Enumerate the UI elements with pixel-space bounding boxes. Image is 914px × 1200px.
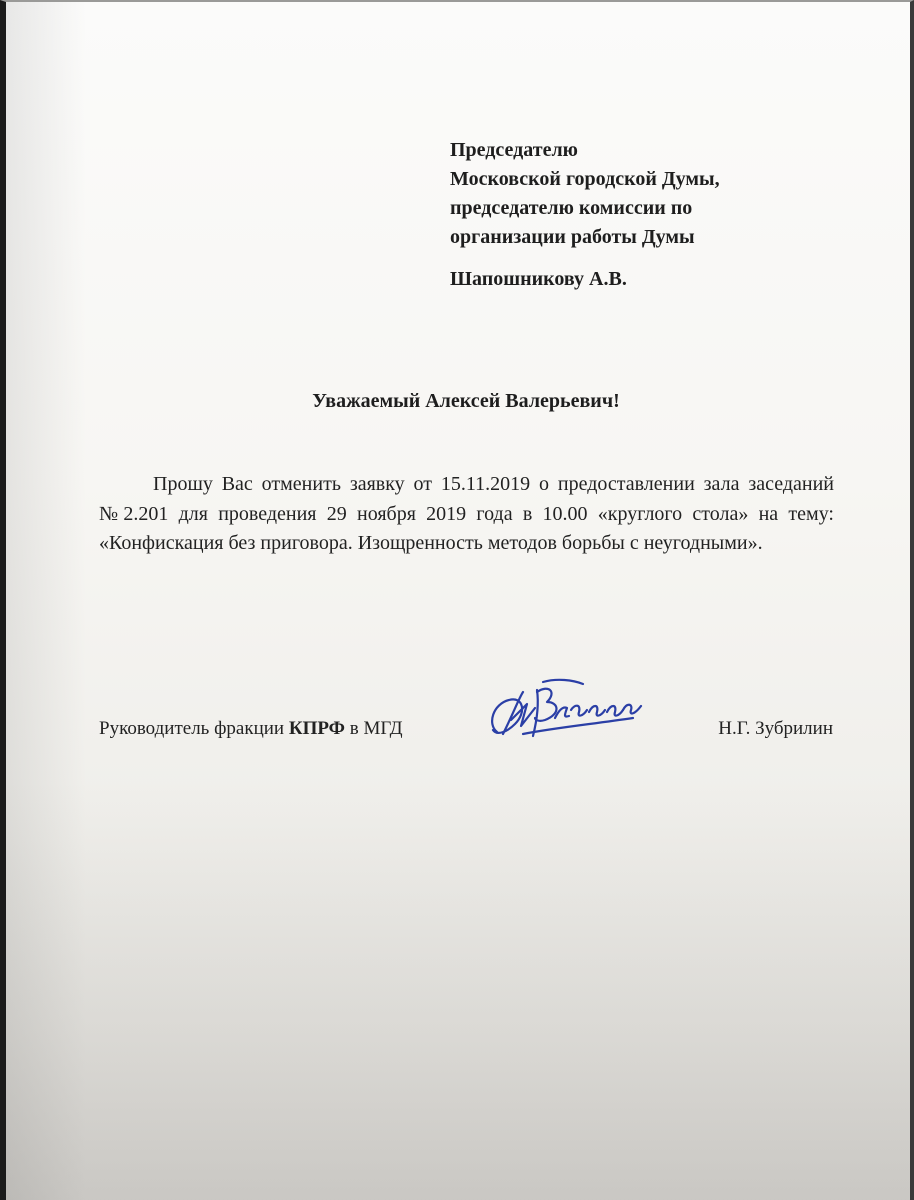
signatory-name: Н.Г. Зубрилин — [718, 718, 833, 739]
addressee-line-1: Председателю — [450, 139, 578, 161]
addressee-line-4: организации работы Думы — [450, 226, 695, 248]
signatory-position — [99, 718, 403, 740]
letter-body — [99, 470, 834, 559]
salutation: Уважаемый Алексей Валерьевич! — [312, 390, 620, 412]
addressee-name: Шапошникову А.В. — [450, 268, 627, 290]
page-shadow-bottom — [6, 780, 910, 1200]
signatory-position-prefix: Руководитель фракции — [99, 718, 289, 739]
signatory-position-suffix: в МГД — [344, 718, 403, 739]
addressee-block — [450, 136, 850, 252]
page-shadow-left — [6, 2, 86, 1200]
signature-row — [99, 718, 839, 748]
addressee-line-2: Московской городской Думы, — [450, 168, 720, 190]
addressee-line-3: председателю комиссии по — [450, 197, 693, 219]
letter-body-text: Прошу Вас отменить заявку от 15.11.2019 о предоставлении зала заседаний №2.201 для проведения 29 ноября 2019 года в 10.00 «круглого стола» на тему: «Конфискация без приговора. Изощренность методов борьбы с неугодными». — [99, 473, 834, 554]
signatory-party: КПРФ — [288, 718, 345, 739]
